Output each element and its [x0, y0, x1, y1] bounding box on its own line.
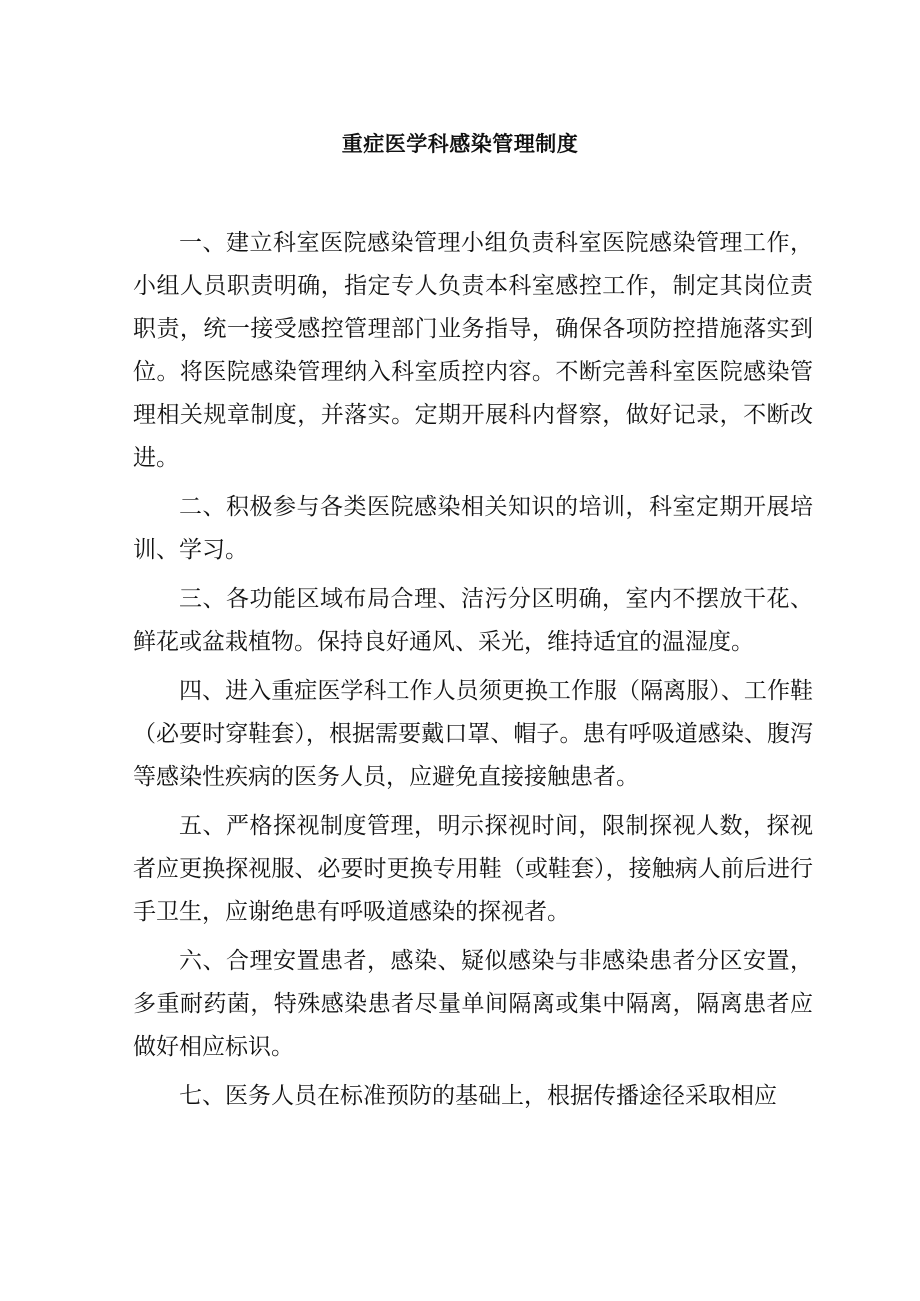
paragraph-6: 六、合理安置患者，感染、疑似感染与非感染患者分区安置，多重耐药菌，特殊感染患者尽量单间隔离或集中隔离，隔离患者应做好相应标识。: [133, 948, 813, 1060]
paragraph-7: 七、医务人员在标准预防的基础上，根据传播途径采取相应: [179, 1083, 777, 1109]
paragraph-1: 一、建立科室医院感染管理小组负责科室医院感染管理工作，小组人员职责明确，指定专人负责本科室感控工作，制定其岗位责职责，统一接受感控管理部门业务指导，确保各项防控措施落实到位。将医院感染管理纳入科室质控内容。不断完善科室医院感染管理相关规章制度，并落实。定期开展科内督察，做好记录，不断改进。: [133, 230, 813, 471]
paragraph-4: 四、进入重症医学科工作人员须更换工作服（隔离服）、工作鞋（必要时穿鞋套），根据需要戴口罩、帽子。患有呼吸道感染、腹泻等感染性疾病的医务人员，应避免直接接触患者。: [133, 678, 813, 790]
paragraph-5: 五、严格探视制度管理，明示探视时间，限制探视人数，探视者应更换探视服、必要时更换专用鞋（或鞋套），接触病人前后进行手卫生，应谢绝患有呼吸道感染的探视者。: [133, 813, 813, 925]
document-body: [133, 222, 813, 1124]
paragraph-2: 二、积极参与各类医院感染相关知识的培训，科室定期开展培训、学习。: [133, 494, 813, 563]
page-title: 重症医学科感染管理制度: [341, 132, 579, 156]
paragraph-3: 三、各功能区域布局合理、洁污分区明确，室内不摆放干花、鲜花或盆栽植物。保持良好通风、采光，维持适宜的温湿度。: [133, 586, 813, 655]
